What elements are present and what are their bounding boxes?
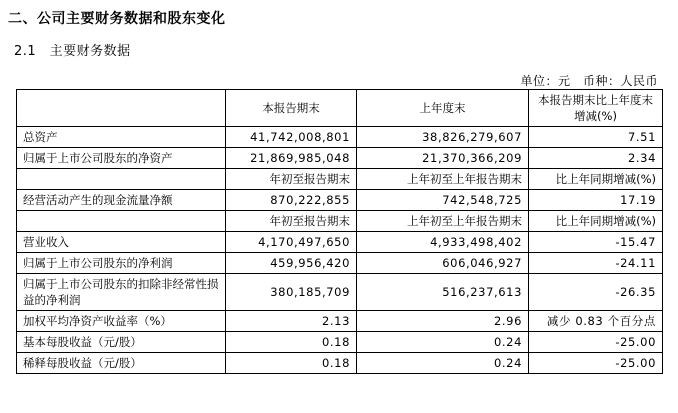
row-value-change: 2.34: [529, 148, 663, 169]
row-value-change: -25.00: [529, 353, 663, 374]
subheader-cell-yoy: 比上年同期增减(%): [529, 169, 663, 190]
row-value-prior: 21,370,366,209: [357, 148, 529, 169]
subheader-cell-prior-ytd: 上年初至上年报告期末: [357, 169, 529, 190]
unit-currency-line: 单位：元 币种：人民币: [520, 74, 658, 88]
sub-title: 2.1 主要财务数据: [14, 44, 131, 59]
row-value-prior: 38,826,279,607: [357, 127, 529, 148]
header-cell-change-pct: 本报告期末比上年度末增减(%): [529, 90, 663, 127]
row-value-change: -15.47: [529, 232, 663, 253]
financial-data-table: [16, 89, 663, 374]
row-value-current: 21,869,985,048: [226, 148, 357, 169]
row-value-current: 459,956,420: [226, 253, 357, 274]
row-value-change: 17.19: [529, 190, 663, 211]
row-value-prior: 4,933,498,402: [357, 232, 529, 253]
subheader-cell-ytd: 年初至报告期末: [226, 169, 357, 190]
subheader-cell-ytd: 年初至报告期末: [226, 211, 357, 232]
row-label: 营业收入: [17, 232, 226, 253]
subheader-cell-prior-ytd: 上年初至上年报告期末: [357, 211, 529, 232]
row-value-prior: 516,237,613: [357, 274, 529, 311]
row-value-change: -24.11: [529, 253, 663, 274]
row-value-current: 41,742,008,801: [226, 127, 357, 148]
table-row: [17, 353, 663, 374]
subheader-cell-blank: [17, 169, 226, 190]
table-row: [17, 232, 663, 253]
row-label: 稀释每股收益（元/股）: [17, 353, 226, 374]
table-row: [17, 332, 663, 353]
row-label: 经营活动产生的现金流量净额: [17, 190, 226, 211]
row-value-current: 0.18: [226, 332, 357, 353]
table-header-row: [17, 90, 663, 127]
header-cell-current-period-end: 本报告期末: [226, 90, 357, 127]
row-label: 归属于上市公司股东的扣除非经常性损益的净利润: [17, 274, 226, 311]
row-value-current: 2.13: [226, 311, 357, 332]
row-value-change: -26.35: [529, 274, 663, 311]
row-value-change: 减少 0.83 个百分点: [529, 311, 663, 332]
row-value-prior: 606,046,927: [357, 253, 529, 274]
subheader-cell-blank: [17, 211, 226, 232]
row-value-current: 870,222,855: [226, 190, 357, 211]
table-subheader-row: [17, 211, 663, 232]
row-value-current: 0.18: [226, 353, 357, 374]
row-value-prior: 742,548,725: [357, 190, 529, 211]
row-value-prior: 0.24: [357, 332, 529, 353]
table-subheader-row: [17, 169, 663, 190]
table-row: [17, 274, 663, 311]
row-label: 基本每股收益（元/股）: [17, 332, 226, 353]
table-row: [17, 127, 663, 148]
header-cell-blank: [17, 90, 226, 127]
header-cell-prior-year-end: 上年度末: [357, 90, 529, 127]
row-value-change: -25.00: [529, 332, 663, 353]
row-value-prior: 2.96: [357, 311, 529, 332]
row-value-prior: 0.24: [357, 353, 529, 374]
row-label: 归属于上市公司股东的净利润: [17, 253, 226, 274]
row-value-change: 7.51: [529, 127, 663, 148]
table-row: [17, 148, 663, 169]
table-row: [17, 311, 663, 332]
row-label: 加权平均净资产收益率（%）: [17, 311, 226, 332]
row-label: 总资产: [17, 127, 226, 148]
row-value-current: 380,185,709: [226, 274, 357, 311]
subheader-cell-yoy: 比上年同期增减(%): [529, 211, 663, 232]
table-row: [17, 190, 663, 211]
section-title: 二、公司主要财务数据和股东变化: [8, 11, 226, 27]
table-row: [17, 253, 663, 274]
row-value-current: 4,170,497,650: [226, 232, 357, 253]
row-label: 归属于上市公司股东的净资产: [17, 148, 226, 169]
